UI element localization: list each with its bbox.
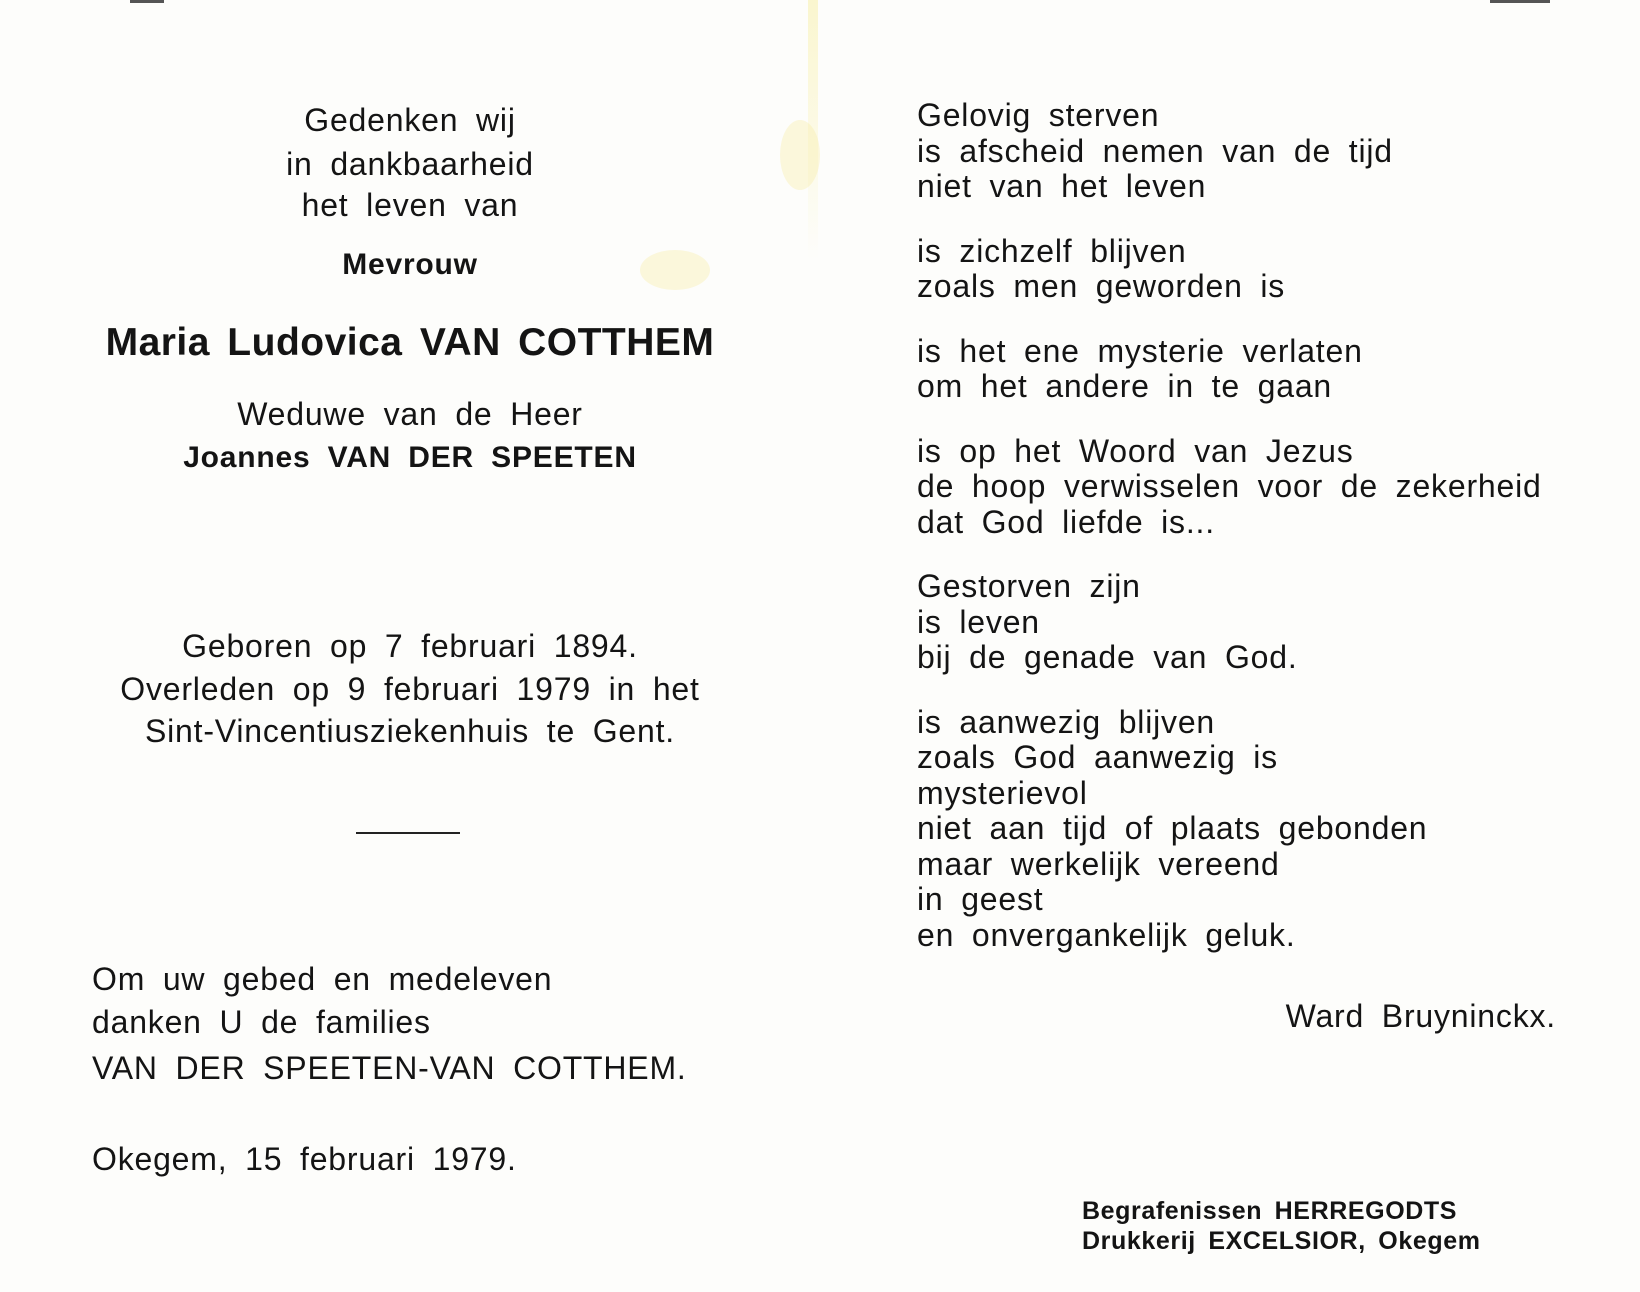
poem-author: Ward Bruyninckx.	[1285, 998, 1556, 1034]
poem-line: en onvergankelijk geluk.	[917, 916, 1296, 953]
birth-line: Geboren op 7 februari 1894.	[182, 628, 638, 664]
death-line-1: Overleden op 9 februari 1979 in het	[120, 671, 700, 707]
intro-line-3: het leven van	[301, 187, 519, 223]
salutation: Mevrouw	[342, 248, 478, 281]
poem-line: is afscheid nemen van de tijd	[917, 132, 1393, 169]
spouse-name: Joannes VAN DER SPEETEN	[183, 441, 637, 474]
poem-line: niet aan tijd of plaats gebonden	[917, 810, 1428, 846]
poem-stanza	[917, 705, 1607, 954]
poem-stanza	[917, 334, 1607, 405]
poem-line: is aanwezig blijven	[917, 703, 1216, 740]
poem-stanza	[917, 234, 1607, 305]
poem-line: zoals men geworden is	[917, 268, 1286, 304]
relation: Weduwe van de Heer	[237, 396, 583, 432]
poem-line: in geest	[917, 881, 1044, 917]
divider-rule	[356, 832, 460, 834]
funeral-director: Begrafenissen HERREGODTS	[1082, 1197, 1458, 1225]
poem-line: dat God liefde is...	[917, 503, 1215, 540]
death-line-2: Sint-Vincentiusziekenhuis te Gent.	[145, 713, 675, 749]
print-shop: Drukkerij EXCELSIOR, Okegem	[1082, 1227, 1481, 1255]
poem-line: de hoop verwisselen voor de zekerheid	[917, 468, 1542, 504]
thanks-line-3: VAN DER SPEETEN-VAN COTTHEM.	[92, 1050, 687, 1086]
intro-line-1: Gedenken wij	[304, 102, 516, 138]
poem-stanza	[917, 569, 1607, 676]
poem-line: maar werkelijk vereend	[917, 845, 1280, 882]
intro-line-2: in dankbaarheid	[286, 146, 534, 182]
poem	[917, 98, 1607, 982]
poem-line: mysterievol	[917, 774, 1088, 811]
thanks-line-1: Om uw gebed en medeleven	[92, 961, 553, 997]
poem-line: Gestorven zijn	[917, 568, 1141, 604]
thanks-line-2: danken U de families	[92, 1004, 431, 1040]
place-date: Okegem, 15 februari 1979.	[92, 1141, 517, 1177]
poem-line: om het andere in te gaan	[917, 368, 1333, 404]
poem-line: is leven	[917, 603, 1040, 640]
poem-stanza	[917, 434, 1607, 541]
left-panel	[0, 0, 816, 1292]
poem-line: is op het Woord van Jezus	[917, 432, 1354, 469]
poem-stanza	[917, 98, 1607, 205]
poem-line: Gelovig sterven	[917, 97, 1160, 133]
poem-line: niet van het leven	[917, 168, 1207, 204]
poem-line: zoals God aanwezig is	[917, 739, 1278, 775]
scan-edge-mark	[1490, 0, 1550, 3]
deceased-name: Maria Ludovica VAN COTTHEM	[105, 321, 715, 364]
poem-line: is zichzelf blijven	[917, 232, 1187, 269]
poem-line: bij de genade van God.	[917, 639, 1298, 675]
poem-line: is het ene mysterie verlaten	[917, 332, 1363, 369]
printer-imprint	[1082, 1196, 1481, 1256]
